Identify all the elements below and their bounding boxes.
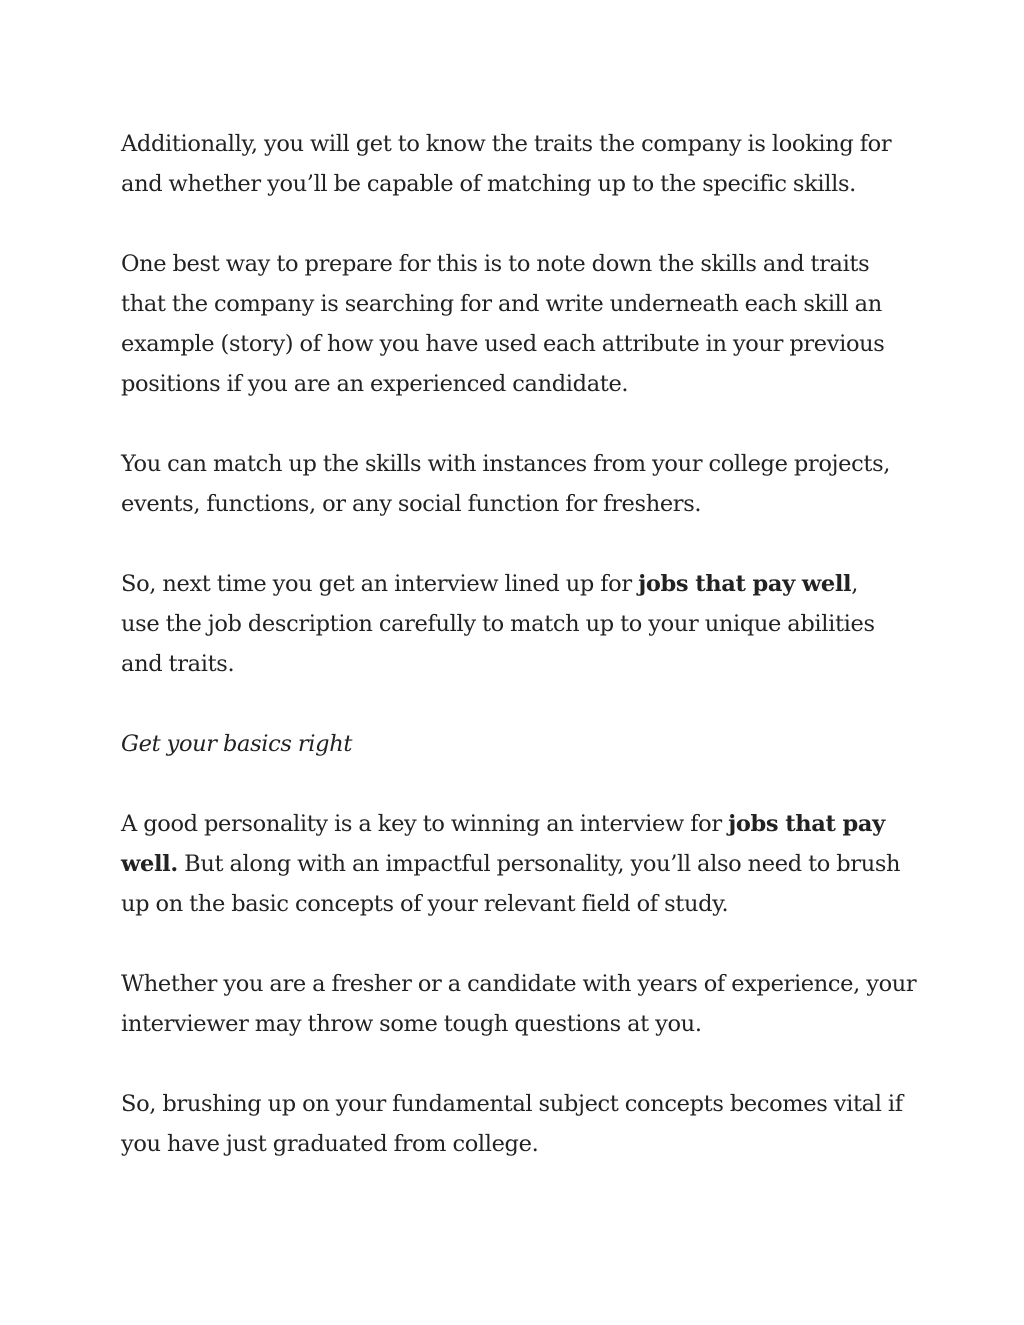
- text-line: [121, 804, 921, 844]
- heading-text: Get your basics right: [121, 731, 353, 757]
- text-line: positions if you are an experienced candidate.: [121, 371, 629, 397]
- text-run: A good personality is a key to winning an interview for: [121, 811, 729, 837]
- text-line: use the job description carefully to match up to your unique abilities: [121, 611, 875, 637]
- document-page: [121, 124, 921, 1204]
- paragraph-match-skills: [121, 444, 921, 524]
- paragraph-traits: [121, 124, 921, 204]
- paragraph-next-interview: [121, 564, 921, 684]
- text-line: you have just graduated from college.: [121, 1131, 539, 1157]
- text-line: Whether you are a fresher or a candidate with years of experience, your: [121, 971, 917, 997]
- bold-phrase-well: well.: [121, 851, 178, 877]
- text-line: example (story) of how you have used each attribute in your previous: [121, 331, 885, 357]
- paragraph-tough-questions: [121, 964, 921, 1044]
- text-line: interviewer may throw some tough questions at you.: [121, 1011, 702, 1037]
- text-line: Additionally, you will get to know the traits the company is looking for: [121, 131, 892, 157]
- text-line: events, functions, or any social function for freshers.: [121, 491, 702, 517]
- text-line: and whether you’ll be capable of matching up to the specific skills.: [121, 171, 856, 197]
- text-run: ,: [851, 571, 859, 597]
- text-line: and traits.: [121, 651, 235, 677]
- text-line: that the company is searching for and write underneath each skill an: [121, 291, 882, 317]
- paragraph-personality: [121, 804, 921, 924]
- text-line: You can match up the skills with instances from your college projects,: [121, 451, 891, 477]
- section-heading: [121, 724, 921, 764]
- text-run: So, next time you get an interview lined up for: [121, 571, 639, 597]
- paragraph-prepare: [121, 244, 921, 404]
- text-line: So, brushing up on your fundamental subject concepts becomes vital if: [121, 1091, 903, 1117]
- bold-phrase-jobs-that-pay-well: jobs that pay well: [638, 571, 852, 597]
- bold-phrase-jobs-that-pay: jobs that pay: [728, 811, 885, 837]
- text-line: [121, 844, 921, 884]
- paragraph-fundamentals: [121, 1084, 921, 1164]
- text-line: up on the basic concepts of your relevant field of study.: [121, 891, 729, 917]
- text-line: One best way to prepare for this is to note down the skills and traits: [121, 251, 870, 277]
- text-run: But along with an impactful personality, you’ll also need to brush: [177, 851, 901, 877]
- text-line: [121, 564, 921, 604]
